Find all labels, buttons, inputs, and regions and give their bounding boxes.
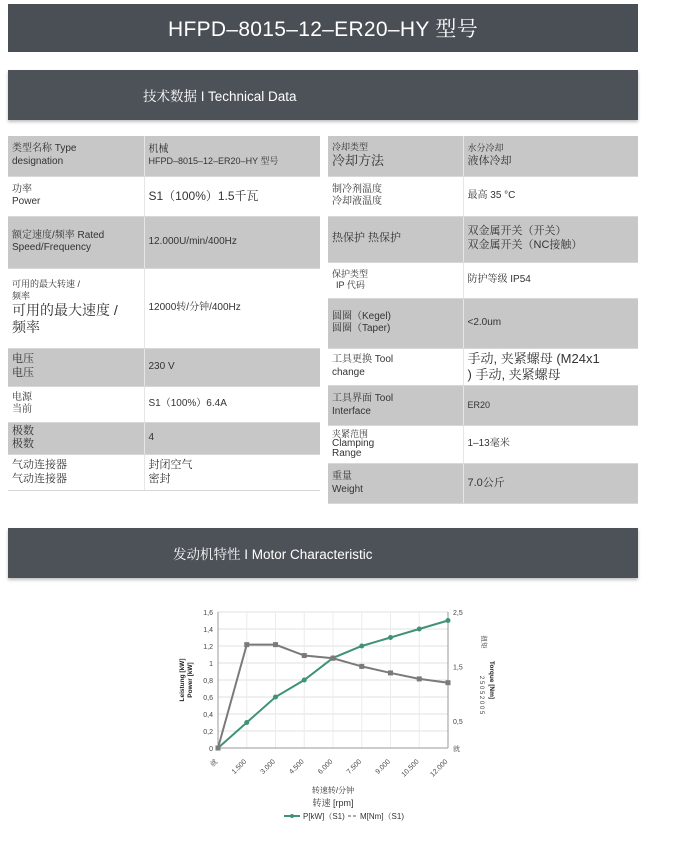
x-axis-title: 转速转/分钟 — [311, 786, 355, 795]
x-tick-label: 7.500 — [345, 758, 364, 776]
x-tick-label: 1.500 — [230, 758, 249, 776]
spec-value: 双金属开关（开关） 双金属开关（NC接触） — [463, 216, 638, 262]
torque-point — [273, 642, 278, 647]
x-tick-label: 4.500 — [288, 758, 306, 776]
spec-key: 气动连接器 气动连接器 — [8, 455, 144, 491]
y-tick-label: 0 — [209, 746, 213, 753]
spec-key: 工具界面 Tool Interface — [328, 386, 463, 426]
y-tick-label: 1 — [209, 661, 213, 668]
table-row — [8, 216, 320, 268]
x-tick-label: 10.500 — [400, 758, 421, 779]
spec-value: 防护等级 IP54 — [463, 262, 638, 298]
y-axis-right-title: 扭矩 — [480, 635, 487, 649]
power-point — [359, 644, 364, 649]
left-spec-table — [8, 136, 320, 491]
y-right-tick-label: 2,5 — [453, 610, 463, 617]
torque-point — [216, 746, 221, 751]
y-tick-label: 1,6 — [203, 610, 213, 617]
y-right-tick-label: 1,5 — [453, 664, 463, 672]
x-tick-label: 9.000 — [374, 758, 392, 776]
table-row — [328, 216, 638, 262]
technical-data-title: 技术数据 I Technical Data — [143, 89, 297, 104]
y-axis-right-title: Torque [Nm] — [488, 660, 495, 700]
table-row — [8, 348, 320, 386]
table-row — [328, 386, 638, 426]
spec-key: 电源 当前 — [8, 386, 144, 422]
x-tick-label: 就 — [209, 758, 220, 769]
spec-value: 手动, 夹紧螺母 (M24x1 ) 手动, 夹紧螺母 — [463, 348, 638, 386]
spec-key: 冷却类型 冷却方法 — [328, 136, 463, 176]
y-tick-label: 1,2 — [203, 644, 213, 651]
power-point — [302, 678, 307, 683]
x-tick-label: 3.000 — [259, 758, 277, 776]
y-right-digit-labels: 2 5 0 5 2 0 0 5 — [478, 675, 484, 715]
spec-value: S1（100%）6.4A — [144, 386, 320, 422]
spec-key: 制冷剂温度 冷却液温度 — [328, 176, 463, 216]
y-tick-label: 1,4 — [203, 627, 213, 634]
torque-point — [446, 680, 451, 685]
power-point — [388, 635, 393, 640]
motor-characteristic-chart — [179, 600, 500, 830]
page-title: HFPD–8015–12–ER20–HY 型号 — [167, 18, 478, 41]
table-row — [8, 386, 320, 422]
spec-key: 保护类型 IP 代码 — [328, 262, 463, 298]
x-tick-label: 6.000 — [317, 758, 335, 776]
y-tick-label: 0,6 — [203, 695, 213, 702]
spec-value: 1–13毫米 — [463, 426, 638, 464]
motor-characteristic-header — [8, 528, 638, 578]
spec-key: 极数 极数 — [8, 422, 144, 455]
table-row — [8, 455, 320, 491]
torque-point — [302, 653, 307, 658]
spec-value: 4 — [144, 422, 320, 455]
spec-value: 封闭空气 密封 — [144, 455, 320, 491]
table-row — [328, 136, 638, 176]
spec-value: 12000转/分钟/400Hz — [144, 268, 320, 348]
y-right-tick-label: 就 — [453, 746, 460, 753]
motor-characteristic-title: 发动机特性 I Motor Characteristic — [173, 547, 373, 562]
spec-key: 功率 Power — [8, 176, 144, 216]
spec-value: <2.0um — [463, 298, 638, 348]
table-row — [328, 262, 638, 298]
table-row — [8, 422, 320, 455]
power-point — [446, 618, 451, 623]
legend-power-marker — [290, 814, 294, 818]
table-row — [8, 268, 320, 348]
x-tick-label: 12.000 — [429, 758, 450, 779]
torque-point — [331, 656, 336, 661]
legend-power-label: P[kW]（S1) — [303, 812, 345, 821]
spec-value: 7.0公斤 — [463, 464, 638, 504]
spec-value: 最高 35 °C — [463, 176, 638, 216]
legend-torque-label: M[Nm]（S1) — [360, 812, 404, 821]
spec-value: 水分冷却 液体冷却 — [463, 136, 638, 176]
y-axis-left-title: Leistung [kW] — [179, 658, 186, 702]
y-tick-label: 0,4 — [203, 712, 213, 719]
spec-key: 夹紧范围 Clamping Range — [328, 426, 463, 464]
spec-key: 热保护 热保护 — [328, 216, 463, 262]
table-row — [328, 348, 638, 386]
y-tick-label: 0,8 — [203, 678, 213, 685]
power-point — [417, 627, 422, 632]
spec-key: 额定速度/频率 Rated Speed/Frequency — [8, 216, 144, 268]
table-row — [328, 426, 638, 464]
power-point — [273, 695, 278, 700]
torque-point — [244, 642, 249, 647]
right-spec-table — [328, 136, 638, 504]
torque-point — [388, 670, 393, 675]
table-row — [8, 176, 320, 216]
spec-value: 230 V — [144, 348, 320, 386]
y-right-tick-label: 0,5 — [453, 718, 463, 726]
torque-point — [359, 664, 364, 669]
table-row — [328, 464, 638, 504]
technical-data-header — [8, 70, 638, 120]
model-title-bar — [8, 4, 638, 52]
y-axis-left-title: Power [kW] — [187, 662, 194, 698]
spec-value: S1（100%）1.5千瓦 — [144, 176, 320, 216]
spec-key: 类型名称 Type designation — [8, 136, 144, 176]
power-point — [244, 720, 249, 725]
table-row — [328, 298, 638, 348]
torque-point — [417, 676, 422, 681]
spec-value: 12.000U/min/400Hz — [144, 216, 320, 268]
y-tick-label: 0,2 — [203, 729, 213, 736]
spec-value: ER20 — [463, 386, 638, 426]
table-row — [8, 136, 320, 176]
spec-key: 重量 Weight — [328, 464, 463, 504]
table-row — [328, 176, 638, 216]
spec-key: 电压 电压 — [8, 348, 144, 386]
spec-key: 工具更换 Tool change — [328, 348, 463, 386]
x-axis-title-rpm: 转速 [rpm] — [312, 798, 354, 808]
spec-key: 圆圈（Kegel) 圆圈（Taper) — [328, 298, 463, 348]
spec-value: 机械 HFPD–8015–12–ER20–HY 型号 — [144, 136, 320, 176]
spec-key: 可用的最大转速 / 频率 可用的最大速度 / 频率 — [8, 268, 144, 348]
